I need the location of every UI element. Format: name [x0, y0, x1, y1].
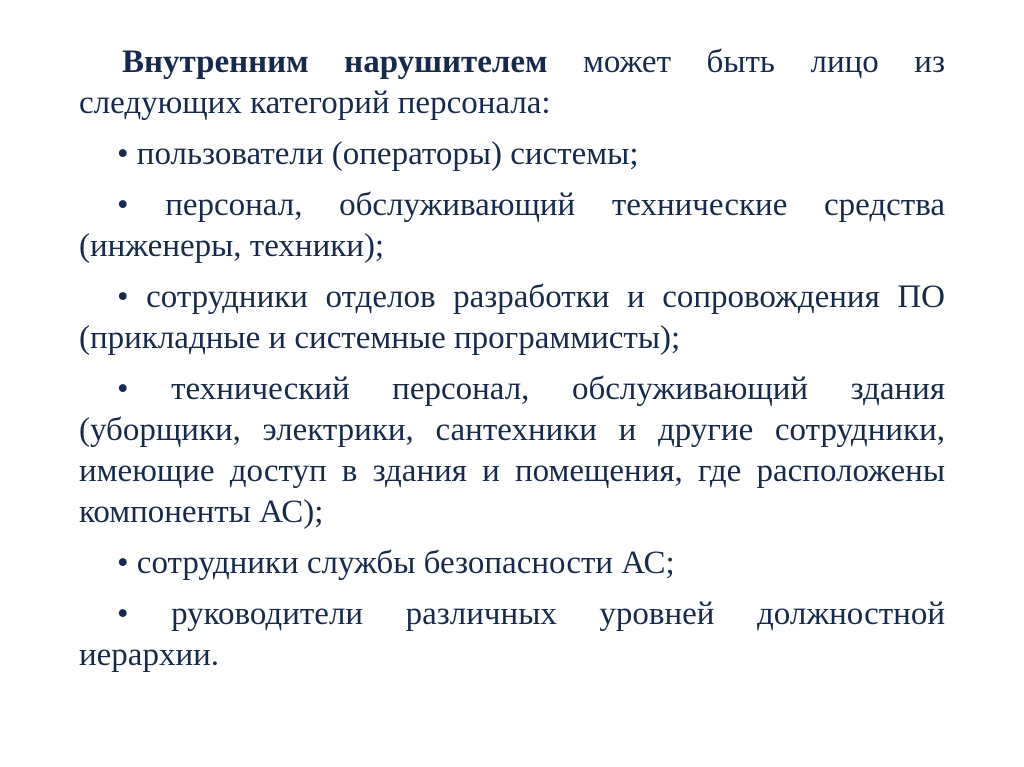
slide-content	[79, 42, 945, 686]
intro-lead-bold: Внутренним нарушителем	[122, 44, 548, 80]
list-item-managers: • руководители различных уровней должностной иерархии.	[79, 596, 945, 673]
list-item-developers: • сотрудники отделов разработки и сопровождения ПО (прикладные и системные программисты);	[79, 279, 945, 356]
list-item-maintenance-staff: • персонал, обслуживающий технические средства (инженеры, техники);	[79, 187, 945, 264]
list-item-security-service: • сотрудники службы безопасности АС;	[117, 545, 675, 581]
list-item-users: • пользователи (операторы) системы;	[117, 136, 639, 172]
intro-text: может быть лицо из следующих категорий персонала:	[79, 44, 945, 121]
list-item-building-staff: • технический персонал, обслуживающий здания (уборщики, электрики, сантехники и другие сотрудники, имеющие доступ в здания и помещения, где расположены компоненты АС);	[79, 371, 945, 530]
intro-paragraph	[79, 42, 945, 124]
